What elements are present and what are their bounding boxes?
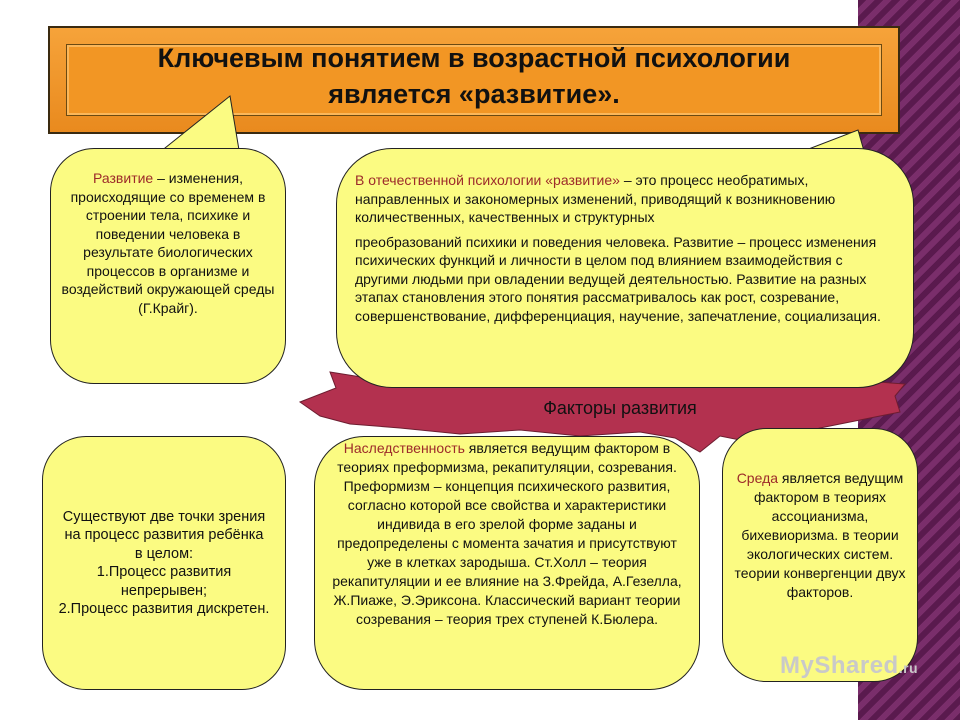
watermark-brand: MyShared — [780, 652, 899, 679]
environment-lead: Среда — [736, 470, 779, 486]
domestic-lead: В отечественной психологии «развитие» — [355, 172, 620, 188]
domestic-paragraph-2: преобразований психики и поведения человека. Развитие – процесс изменения психических функций и личности в целом под влиянием взаимодействия с другими людьми при овладении ведущей деятельностью. Развитие на разных этапах становления этого понятия рассматривалось как рост, созревание, совершенствование, дифференциация, научение, запечатление, социализация. — [355, 233, 881, 324]
domestic-paragraph-1 — [355, 171, 893, 227]
viewpoints-bubble — [42, 436, 286, 690]
heredity-bubble — [314, 436, 700, 690]
environment-bubble — [722, 428, 918, 682]
domestic-psychology-bubble — [336, 148, 914, 388]
heredity-lead: Наследственность — [343, 440, 465, 456]
definition-text: – изменения, происходящие со временем в строении тела, психике и поведении человека в результате биологических процессов в организме и воздействий окружающей среды (Г.Крайг). — [61, 170, 275, 316]
viewpoints-line: Существуют две точки зрения — [62, 508, 266, 525]
viewpoints-line: в целом: — [134, 545, 194, 562]
definition-bubble — [50, 148, 286, 384]
title-line-1: Ключевым понятием в возрастной психологии — [157, 43, 791, 73]
viewpoints-line: 2.Процесс развития дискретен. — [58, 601, 270, 617]
viewpoints-line: 1.Процесс развития — [96, 564, 232, 580]
environment-text: является ведущим фактором в теориях ассоцианизма, бихевиоризма. в теории экологических систем. теории конвергенции двух факторов. — [734, 470, 906, 600]
watermark-logo — [780, 652, 918, 680]
definition-lead: Развитие — [93, 170, 154, 186]
watermark-suffix: .ru — [898, 660, 919, 676]
viewpoints-line: непрерывен; — [120, 582, 208, 599]
domestic-text-1: – это процесс необратимых, направленных и закономерных изменений, приводящий к возникновению количественных, качественных и структурных — [355, 172, 836, 225]
title-line-2: является «развитие». — [328, 79, 620, 109]
viewpoints-line: на процесс развития ребёнка — [64, 527, 264, 543]
factors-label: Факторы развития — [543, 398, 697, 418]
heredity-text: является ведущим фактором в теориях преформизма, рекапитуляции, созревания. Преформизм – концепция психического развития, согласно которой все свойства и характеристики индивида в его зрелой форме заданы и предопределены с момента зачатия и присутствуют уже в клетках зародыша. Ст.Холл – теория рекапитуляции и ее влияние на З.Фрейда, А.Гезелла, Ж.Пиаже, Э.Эриксона. Классический вариант теории созревания – теория трех ступеней К.Бюлера. — [332, 440, 682, 627]
